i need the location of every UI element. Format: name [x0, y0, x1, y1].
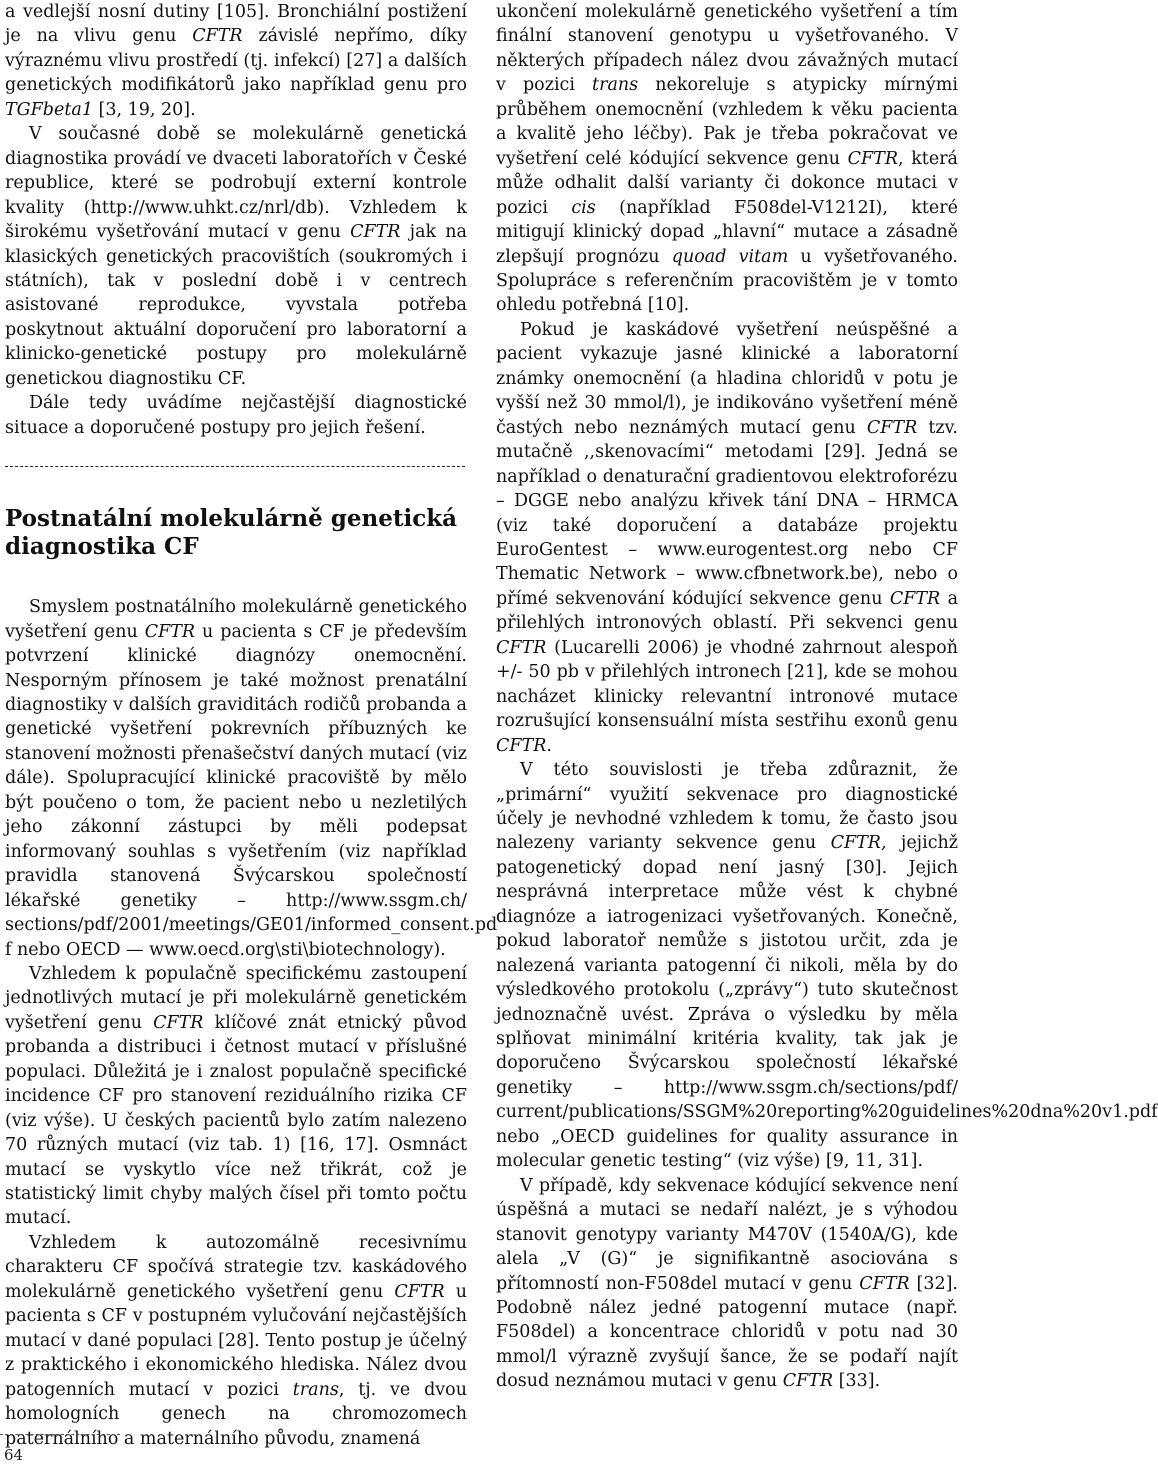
text-run: [33]. [833, 1371, 881, 1392]
text-run: V případě, kdy sekvenace kódující sekvence není úspěšná a mutaci se nedaří nalézt, je s výhodou stanovit genotypy varianty M470V (1540A/G), kde alela „V (G)“ je signifikantně asociována s přítomností non-F508del mutací v genu [496, 1175, 958, 1294]
text-run: závislé nepřímo, díky výraznému vlivu prostředí (tj. infekcí) [27] a dalších genetických modifikátorů jako například genu pro [5, 26, 467, 96]
italic-text: CFTR [144, 621, 196, 642]
text-run: Smyslem postnatálního molekulárně genetického vyšetření genu [5, 597, 467, 642]
paragraph [5, 962, 467, 1231]
paragraph [5, 1231, 467, 1451]
text-run: ukončení molekulárně genetického vyšetření a tím finální stanovení genotypu u vyšetřovaného. V některých případech nález dvou závažných mutací v pozici [496, 2, 958, 96]
italic-text: CFTR [782, 1371, 834, 1392]
italic-text: cis [571, 197, 596, 218]
left-paragraphs-after-heading [5, 595, 498, 1451]
text-run: Dále tedy uvádíme nejčastější diagnostické situace a doporučené postupy pro jejich řešení. [5, 393, 467, 438]
left-paragraphs [5, 0, 467, 440]
italic-text: CFTR [496, 637, 547, 658]
text-run: , tj. ve dvou homologních genech na chromozomech paternálního a maternálního původu, znamená [5, 1379, 467, 1449]
text-run: jejichž patogenetický dopad není jasný [30]. Jejich nesprávná interpretace může vést k chybné diagnóze a iatrogenizaci vyšetřovaných. Konečně, pokud laboratoř nemůže s jistotou určit, zda je nalezená varianta patogenní či nikoli, měla by do výsledkového protokolu („zprávy“) tuto skutečnost jednoznačně uvést. Zpráva o výsledku by měla splňovat minimální kritéria kvality, tak jak je doporučeno Švýcarskou společností lékařské genetiky – http://www.ssgm.ch/sections/pdf/ current/publications/SSGM%20reporting%20guidelines%20dna%20v1.pdf nebo „OECD guidelines for quality assurance in molecular genetic testing“ (viz výše) [9, 11, 31]. [496, 833, 1158, 1172]
italic-text: trans [292, 1379, 339, 1400]
paragraph [496, 0, 958, 318]
text-run: nekoreluje s atypicky mírnými průběhem onemocnění (vzhledem k věku pacienta a kvalitě jeho léčby). Pak je třeba pokračovat ve vyšetření celé kódující sekvence genu [496, 75, 958, 169]
text-run: , která může odhalit další varianty či dokonce mutaci v pozici [496, 148, 958, 218]
text-run: a vedlejší nosní dutiny [105]. Bronchiální postižení je na vlivu genu [5, 2, 467, 47]
paragraph [5, 391, 467, 440]
text-run: jak na klasických genetických pracovištích (soukromých i státních), tak v poslední době i v centrech asistované reprodukce, vyvstala potřeba poskytnout aktuální doporučení pro laboratorní a klinicko-genetické postupy pro molekulárně genetickou diagnostiku CF. [5, 222, 467, 389]
italic-text: CFTR [496, 735, 547, 756]
paragraph [5, 122, 467, 391]
text-run: (Lucarelli 2006) je vhodné zahrnout alespoň +/- 50 pb v přilehlých intronech [21], kde se mohou nacházet klinicky relevantní intronové mutace rozrušující konsensuální místa sestřihu exonů genu [496, 637, 958, 732]
footer-separator [0, 1434, 120, 1435]
italic-text: CFTR, [830, 833, 887, 854]
italic-text: CFTR [153, 1012, 204, 1033]
text-run: . [546, 735, 552, 756]
page-number: 64 [4, 1446, 24, 1464]
paragraph [5, 0, 467, 122]
italic-text: quoad vitam [671, 246, 789, 267]
italic-text: CFTR [859, 1273, 910, 1294]
text-run: Vzhledem k autozomálně recesivnímu charakteru CF spočívá strategie tzv. kaskádového molekulárně genetického vyšetření genu [5, 1232, 467, 1302]
text-run: u pacienta s CF v postupném vylučování nejčastějších mutací v dané populaci [28]. Tento postup je účelný z praktického i ekonomického hlediska. Nález dvou patogenních mutací v pozici [5, 1281, 467, 1400]
paragraph [496, 318, 958, 758]
text-run: a přilehlých intronových oblastí. Při sekvenci genu [496, 588, 959, 634]
italic-text: trans [592, 75, 639, 96]
right-column [496, 0, 1158, 1394]
left-column [5, 0, 498, 1451]
text-run: Pokud je kaskádové vyšetření neúspěšné a pacient vykazuje jasné klinické a laboratorní známky onemocnění (a hladina chloridů v potu je vyšší než 30 mmol/l), je indikováno vyšetření méně častých nebo neznámých mutací genu [496, 319, 958, 438]
italic-text: CFTR [866, 417, 918, 438]
italic-text: CFTR [394, 1281, 445, 1302]
text-run: klíčové znát etnický původ probanda a distribuci i četnost mutací v příslušné populaci. Důležitá je i znalost populačně specifické incidence CF pro stanovení reziduálního rizika CF (viz výše). U českých pacientů bylo zatím nalezeno 70 různých mutací (viz tab. 1) [16, 17]. Osmnáct mutací se vyskytlo více než třikrát, což je statistický limit chyby malých čísel při tomto počtu mutací. [5, 1012, 467, 1229]
paragraph [496, 1174, 958, 1394]
italic-text: TGFbeta1 [5, 99, 93, 120]
paragraph [496, 758, 1158, 1174]
italic-text: CFTR [192, 26, 243, 47]
paragraph [5, 595, 498, 962]
text-run: (například F508del-V1212I), které mitigují klinický dopad „hlavní“ mutace a zásadně zlepšují prognózu [496, 197, 958, 267]
italic-text: CFTR [350, 222, 401, 243]
text-run: V této souvislosti je třeba zdůraznit, že „primární“ využití sekvenace pro diagnostické účely je nevhodné vzhledem k tomu, že často jsou nalezeny varianty sekvence genu [496, 760, 958, 854]
text-run: [3, 19, 20]. [92, 99, 196, 120]
right-paragraphs [496, 0, 1158, 1394]
section-heading: Postnatální molekulárně genetická diagnostika CF [5, 505, 458, 561]
text-run: V současné době se molekulárně genetická diagnostika provádí ve dvaceti laboratořích v České republice, které se podrobují externí kontrole kvality (http://www.uhkt.cz/nrl/db). Vzhledem k širokému vyšetřování mutací v genu [5, 124, 467, 243]
heading-separator [5, 466, 465, 467]
text-run: tzv. mutačně ,,skenovacími“ metodami [29]. Jedná se například o denaturační gradientovou elektroforézu – DGGE nebo analýzu křivek tání DNA – HRMCA (viz také doporučení a databáze projektu EuroGentest – www.eurogentest.org nebo CF Thematic Network – www.cfbnetwork.be), nebo o přímé sekvenování kódující sekvence genu [496, 417, 958, 609]
text-run: Vzhledem k populačně specifickému zastoupení jednotlivých mutací je při molekulárně genetickém vyšetření genu [5, 963, 467, 1033]
italic-text: CFTR [847, 148, 899, 169]
italic-text: CFTR [889, 588, 941, 609]
text-run: [32]. Podobně nález jedné patogenní mutace (např. F508del) a koncentrace chloridů v potu nad 30 mmol/l výrazně zvyšují šance, že se podaří najít dosud neznámou mutaci v genu [496, 1273, 958, 1392]
text-run: u vyšetřovaného. Spolupráce s referenčním pracovištěm je v tomto ohledu potřebná [10]. [496, 246, 958, 316]
text-run: u pacienta s CF je především potvrzení klinické diagnózy onemocnění. Nesporným přínosem je také možnost prenatální diagnostiky v dalších graviditách rodičů probanda a genetické vyšetření pokrevních příbuzných ke stanovení možnosti přenašečství daných mutací (viz dále). Spolupracující klinické pracoviště by mělo být poučeno o tom, že pacient nebo u nezletilých jeho zákonní zástupci by měli podepsat informovaný souhlas s vyšetřením (viz například pravidla stanovená Švýcarskou společností lékařské genetiky – http://www.ssgm.ch/ sections/pdf/2001/meetings/GE01/informed_consent.pd f nebo OECD — www.oecd.org\sti\biotechnology). [5, 621, 498, 960]
